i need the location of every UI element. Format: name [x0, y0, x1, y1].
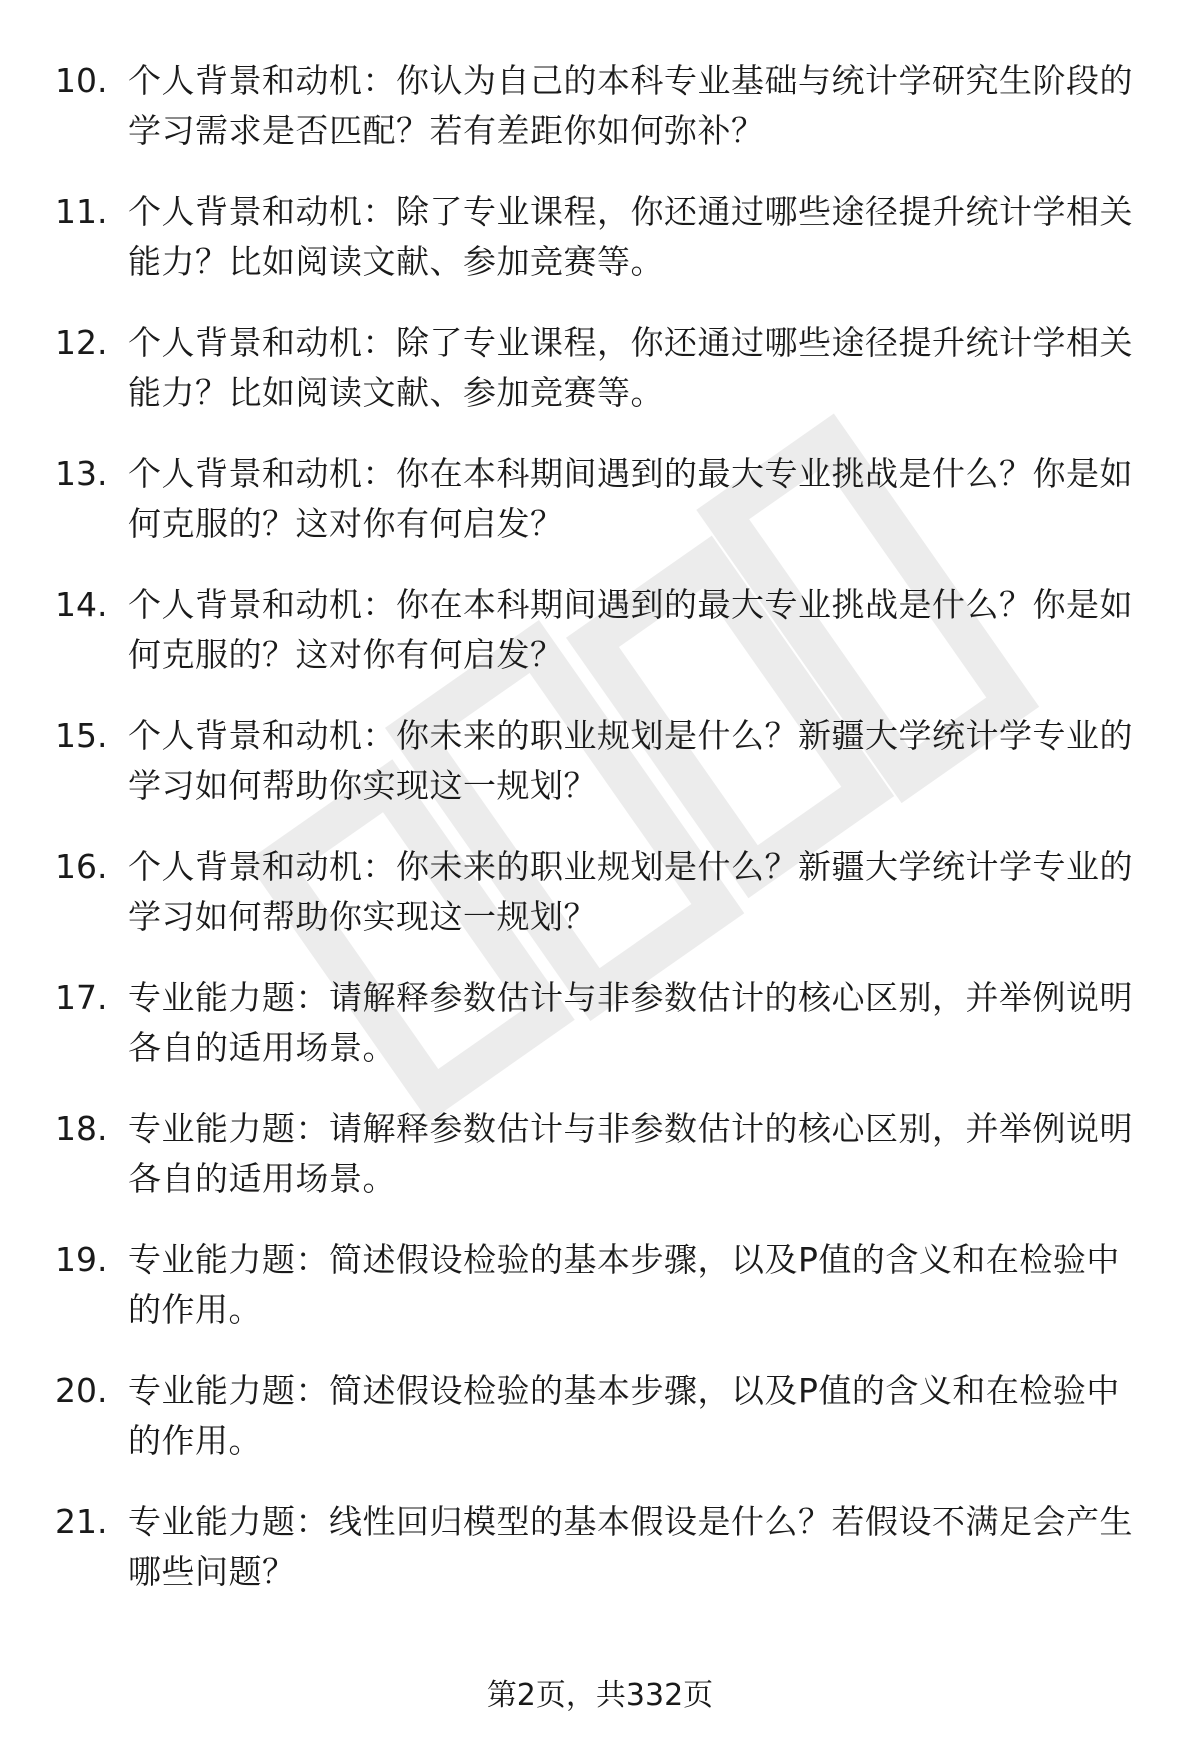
question-item	[0, 449, 1200, 580]
question-text: 专业能力题：线性回归模型的基本假设是什么？若假设不满足会产生哪些问题？	[128, 1502, 1133, 1591]
question-text: 个人背景和动机：除了专业课程，你还通过哪些途径提升统计学相关能力？比如阅读文献、参加竞赛等。	[128, 192, 1133, 281]
question-number: 11.	[55, 192, 108, 231]
question-item	[0, 187, 1200, 318]
question-item	[0, 1235, 1200, 1366]
question-text: 个人背景和动机：你未来的职业规划是什么？新疆大学统计学专业的学习如何帮助你实现这一规划？	[128, 847, 1133, 936]
question-item	[0, 580, 1200, 711]
question-number: 15.	[55, 716, 108, 755]
question-text: 个人背景和动机：除了专业课程，你还通过哪些途径提升统计学相关能力？比如阅读文献、参加竞赛等。	[128, 323, 1133, 412]
question-number: 19.	[55, 1240, 108, 1279]
question-number: 12.	[55, 323, 108, 362]
question-item	[0, 56, 1200, 187]
question-text: 专业能力题：请解释参数估计与非参数估计的核心区别，并举例说明各自的适用场景。	[128, 1109, 1133, 1198]
question-text: 个人背景和动机：你在本科期间遇到的最大专业挑战是什么？你是如何克服的？这对你有何启发？	[128, 585, 1133, 674]
question-number: 10.	[55, 61, 108, 100]
question-number: 14.	[55, 585, 108, 624]
question-text: 专业能力题：简述假设检验的基本步骤，以及P值的含义和在检验中的作用。	[128, 1240, 1120, 1329]
question-item	[0, 1104, 1200, 1235]
question-item	[0, 1497, 1200, 1628]
question-number: 16.	[55, 847, 108, 886]
question-text: 专业能力题：请解释参数估计与非参数估计的核心区别，并举例说明各自的适用场景。	[128, 978, 1133, 1067]
question-number: 20.	[55, 1371, 108, 1410]
question-item	[0, 842, 1200, 973]
question-text: 个人背景和动机：你在本科期间遇到的最大专业挑战是什么？你是如何克服的？这对你有何启发？	[128, 454, 1133, 543]
question-item	[0, 973, 1200, 1104]
question-list	[0, 56, 1200, 1628]
question-item	[0, 1366, 1200, 1497]
question-text: 专业能力题：简述假设检验的基本步骤，以及P值的含义和在检验中的作用。	[128, 1371, 1120, 1460]
question-text: 个人背景和动机：你认为自己的本科专业基础与统计学研究生阶段的学习需求是否匹配？若有差距你如何弥补？	[128, 61, 1133, 150]
page-number-footer: 第2页，共332页	[486, 1678, 714, 1713]
question-item	[0, 318, 1200, 449]
question-number: 21.	[55, 1502, 108, 1541]
question-item	[0, 711, 1200, 842]
question-text: 个人背景和动机：你未来的职业规划是什么？新疆大学统计学专业的学习如何帮助你实现这一规划？	[128, 716, 1133, 805]
question-number: 17.	[55, 978, 108, 1017]
question-number: 13.	[55, 454, 108, 493]
question-number: 18.	[55, 1109, 108, 1148]
